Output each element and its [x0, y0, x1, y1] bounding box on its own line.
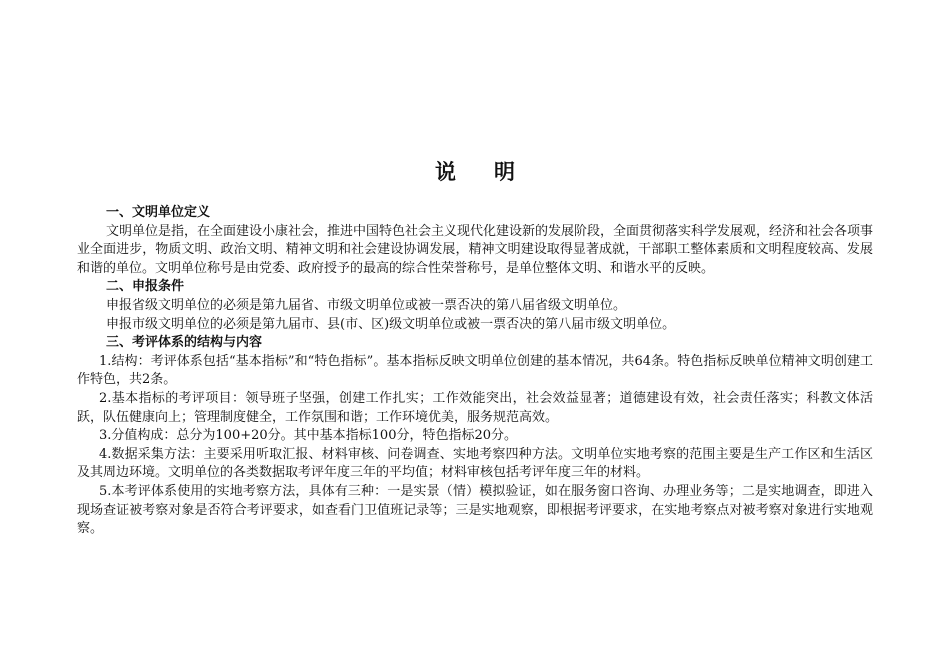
paragraph: 申报省级文明单位的必须是第九届省、市级文明单位或被一票否决的第八届省级文明单位。 — [106, 297, 627, 313]
paragraph: 4.数据采集方法：主要采用听取汇报、材料审核、问卷调查、实地考察四种方法。文明单位实地考察的范围主要是生产工作区和生活区及其周边环境。文明单位的各类数据取考评年度三年的平均值；材料审核包括考评年度三年的材料。 — [77, 446, 873, 481]
section-definition — [77, 204, 873, 278]
section-heading: 二、申报条件 — [106, 279, 185, 295]
document-title: 说明 — [435, 160, 553, 184]
paragraph: 2.基本指标的考评项目：领导班子坚强，创建工作扎实；工作效能突出，社会效益显著；道德建设有效，社会责任落实；科教文体活跃，队伍健康向上；管理制度健全，工作氛围和谐；工作环境优美，服务规范高效。 — [77, 390, 873, 425]
section-evaluation-system — [77, 334, 873, 539]
paragraph: 文明单位是指，在全面建设小康社会，推进中国特色社会主义现代化建设新的发展阶段，全面贯彻落实科学发展观，经济和社会各项事业全面进步，物质文明、政治文明、精神文明和社会建设协调发展，精神文明建设取得显著成就，干部职工整体素质和文明程度较高、发展和谐的单位。文明单位称号是由党委、政府授予的最高的综合性荣誉称号，是单位整体文明、和谐水平的反映。 — [77, 223, 874, 276]
section-heading: 一、文明单位定义 — [106, 205, 211, 220]
paragraph: 申报市级文明单位的必须是第九届市、县(市、区)级文明单位或被一票否决的第八届市级文明单位。 — [106, 316, 676, 332]
section-conditions — [77, 278, 873, 334]
paragraph: 3.分值构成：总分为100+20分。其中基本指标100分，特色指标20分。 — [99, 428, 518, 444]
document-body — [77, 204, 873, 539]
paragraph: 5.本考评体系使用的实地考察方法，具体有三种：一是实景（情）模拟验证，如在服务窗口咨询、办理业务等；二是实地调查，即进入现场查证被考察对象是否符合考评要求，如查看门卫值班记录等；三是实地观察，即根据考评要求，在实地考察点对被考察对象进行实地观察。 — [77, 483, 873, 537]
section-heading: 三、考评体系的结构与内容 — [106, 335, 263, 351]
paragraph: 1.结构：考评体系包括“基本指标”和“特色指标”。基本指标反映文明单位创建的基本情况，共64条。特色指标反映单位精神文明创建工作特色，共2条。 — [77, 353, 873, 388]
